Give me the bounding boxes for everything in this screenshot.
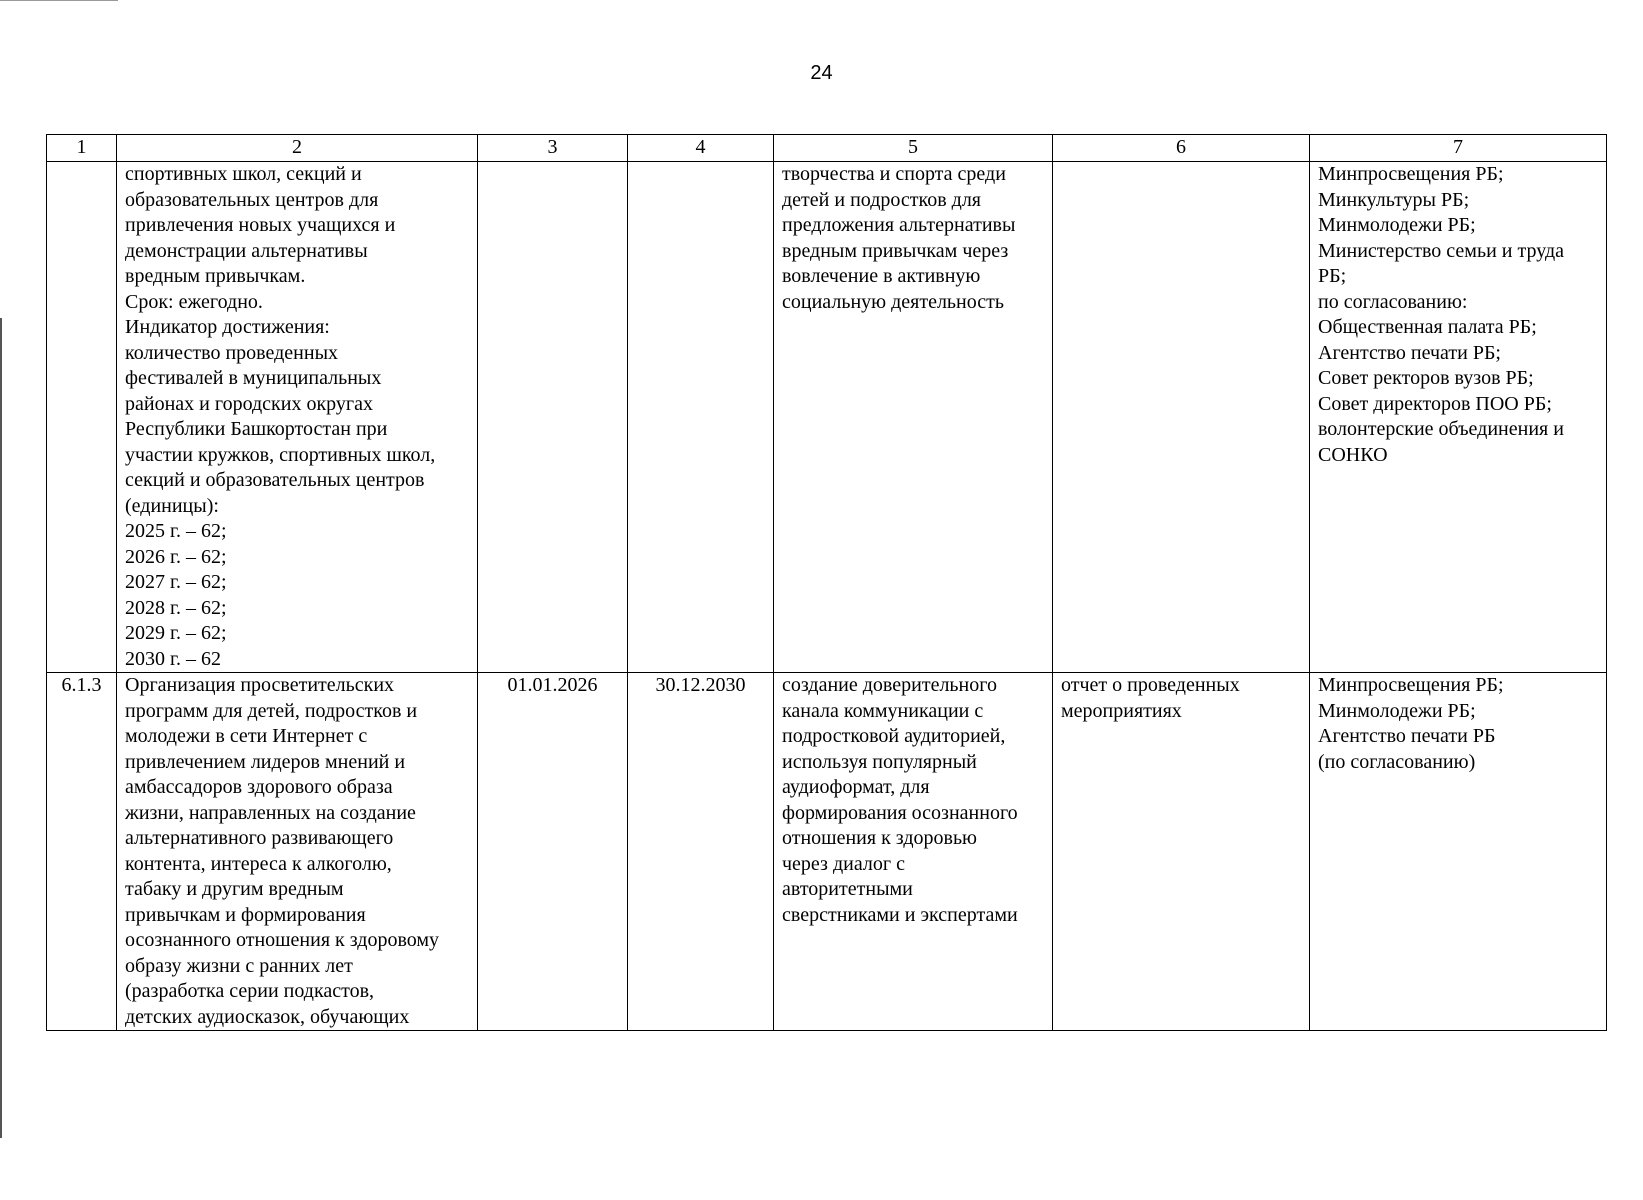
header-row	[47, 135, 1607, 162]
cell-text-line: 2027 г. – 62;	[125, 571, 227, 593]
cell-text-line: участии кружков, спортивных школ,	[125, 443, 436, 466]
cell-text-line: Минмолодежи РБ;	[1318, 699, 1476, 722]
cell-text-line: 2025 г. – 62;	[125, 520, 227, 542]
cell-text-line: Министерство семьи и труда	[1318, 239, 1565, 262]
cell-text-line: Минпросвещения РБ;	[1318, 163, 1504, 185]
column-header-6: 6	[1053, 135, 1310, 162]
cell-text-line: СОНКО	[1318, 443, 1388, 466]
cell-text-line: программ для детей, подростков и	[125, 699, 418, 722]
cell-text-line: секций и образовательных центров	[125, 469, 425, 491]
end-date-cell: 30.12.2030	[628, 673, 774, 1031]
cell-text-line: Агентство печати РБ;	[1318, 341, 1501, 364]
column-header-5: 5	[774, 135, 1053, 162]
cell-text-line: молодежи в сети Интернет с	[125, 725, 368, 747]
cell-text-line: Общественная палата РБ;	[1318, 316, 1537, 338]
table-row	[47, 673, 1607, 1031]
cell-text-line: Индикатор достижения:	[125, 316, 330, 338]
cell-text-line: канала коммуникации с	[782, 699, 984, 722]
cell-text-line: РБ;	[1318, 265, 1347, 287]
cell-text-line: привычкам и формирования	[125, 903, 366, 926]
cell-text-line: творчества и спорта среди	[782, 163, 1006, 185]
column-header-1: 1	[47, 135, 117, 162]
cell-text-line: формирования осознанного	[782, 801, 1018, 824]
expected-result-cell	[774, 162, 1053, 673]
scan-edge-mark	[0, 0, 118, 1]
cell-text-line: создание доверительного	[782, 674, 997, 696]
cell-text-line: осознанного отношения к здоровому	[125, 929, 440, 951]
cell-text-line: (по согласованию)	[1318, 750, 1476, 773]
cell-text-line: Минкультуры РБ;	[1318, 188, 1470, 211]
cell-text-line: демонстрации альтернативы	[125, 239, 368, 262]
cell-text-line: контента, интереса к алкоголю,	[125, 852, 392, 875]
cell-text-line: образу жизни с ранних лет	[125, 954, 353, 977]
cell-text-line: привлечением лидеров мнений и	[125, 750, 406, 773]
measures-table	[46, 134, 1607, 1031]
cell-text-line: предложения альтернативы	[782, 214, 1016, 236]
cell-text-line: отчет о проведенных	[1061, 674, 1240, 696]
cell-text-line: вредным привычкам через	[782, 239, 1009, 262]
cell-text-line: по согласованию:	[1318, 290, 1468, 313]
page-number: 24	[810, 62, 833, 84]
cell-text-line: мероприятиях	[1061, 699, 1182, 722]
activity-cell	[117, 162, 478, 673]
cell-text-line: жизни, направленных на создание	[125, 801, 416, 824]
cell-text-line: образовательных центров для	[125, 188, 379, 211]
report-form-cell	[1053, 673, 1310, 1031]
cell-text-line: вредным привычкам.	[125, 265, 306, 287]
cell-text-line: 2030 г. – 62	[125, 647, 221, 670]
cell-text-line: Организация просветительских	[125, 674, 395, 696]
column-header-2: 2	[117, 135, 478, 162]
cell-text-line: (единицы):	[125, 494, 219, 517]
cell-text-line: фестивалей в муниципальных	[125, 367, 382, 389]
cell-text-line: социальную деятельность	[782, 290, 1004, 313]
activity-cell	[117, 673, 478, 1031]
cell-text-line: Минмолодежи РБ;	[1318, 214, 1476, 236]
scan-left-edge	[0, 318, 2, 1138]
cell-text-line: Срок: ежегодно.	[125, 290, 263, 313]
cell-text-line: табаку и другим вредным	[125, 878, 344, 900]
row-number-cell: 6.1.3	[47, 673, 117, 1031]
start-date-cell: 01.01.2026	[478, 673, 628, 1031]
start-date-cell	[478, 162, 628, 673]
cell-text-line: вовлечение в активную	[782, 265, 981, 287]
cell-text-line: 2026 г. – 62;	[125, 545, 227, 568]
cell-text-line: альтернативного развивающего	[125, 827, 394, 849]
cell-text-line: используя популярный	[782, 750, 977, 773]
cell-text-line: спортивных школ, секций и	[125, 163, 362, 185]
cell-text-line: Агентство печати РБ	[1318, 725, 1496, 747]
cell-text-line: районах и городских округах	[125, 392, 373, 415]
report-form-cell	[1053, 162, 1310, 673]
cell-text-line: авторитетными	[782, 878, 913, 900]
column-header-7: 7	[1310, 135, 1607, 162]
cell-text-line: аудиоформат, для	[782, 776, 930, 798]
table-row	[47, 162, 1607, 673]
cell-text-line: Республики Башкортостан при	[125, 418, 388, 440]
row-number-cell	[47, 162, 117, 673]
column-header-4: 4	[628, 135, 774, 162]
cell-text-line: Минпросвещения РБ;	[1318, 674, 1504, 696]
column-header-3: 3	[478, 135, 628, 162]
responsible-cell	[1310, 162, 1607, 673]
cell-text-line: волонтерские объединения и	[1318, 418, 1564, 440]
expected-result-cell	[774, 673, 1053, 1031]
cell-text-line: (разработка серии подкастов,	[125, 980, 375, 1002]
cell-text-line: привлечения новых учащихся и	[125, 214, 396, 236]
cell-text-line: 2029 г. – 62;	[125, 622, 227, 644]
cell-text-line: детских аудиосказок, обучающих	[125, 1005, 410, 1028]
cell-text-line: амбассадоров здорового образа	[125, 776, 393, 798]
responsible-cell	[1310, 673, 1607, 1031]
end-date-cell	[628, 162, 774, 673]
cell-text-line: детей и подростков для	[782, 188, 981, 211]
cell-text-line: отношения к здоровью	[782, 827, 977, 849]
cell-text-line: подростковой аудиторией,	[782, 725, 1006, 747]
cell-text-line: количество проведенных	[125, 341, 339, 364]
cell-text-line: через диалог с	[782, 852, 905, 875]
cell-text-line: Совет директоров ПОО РБ;	[1318, 392, 1552, 415]
cell-text-line: Совет ректоров вузов РБ;	[1318, 367, 1534, 389]
cell-text-line: 2028 г. – 62;	[125, 596, 227, 619]
cell-text-line: сверстниками и экспертами	[782, 903, 1018, 926]
